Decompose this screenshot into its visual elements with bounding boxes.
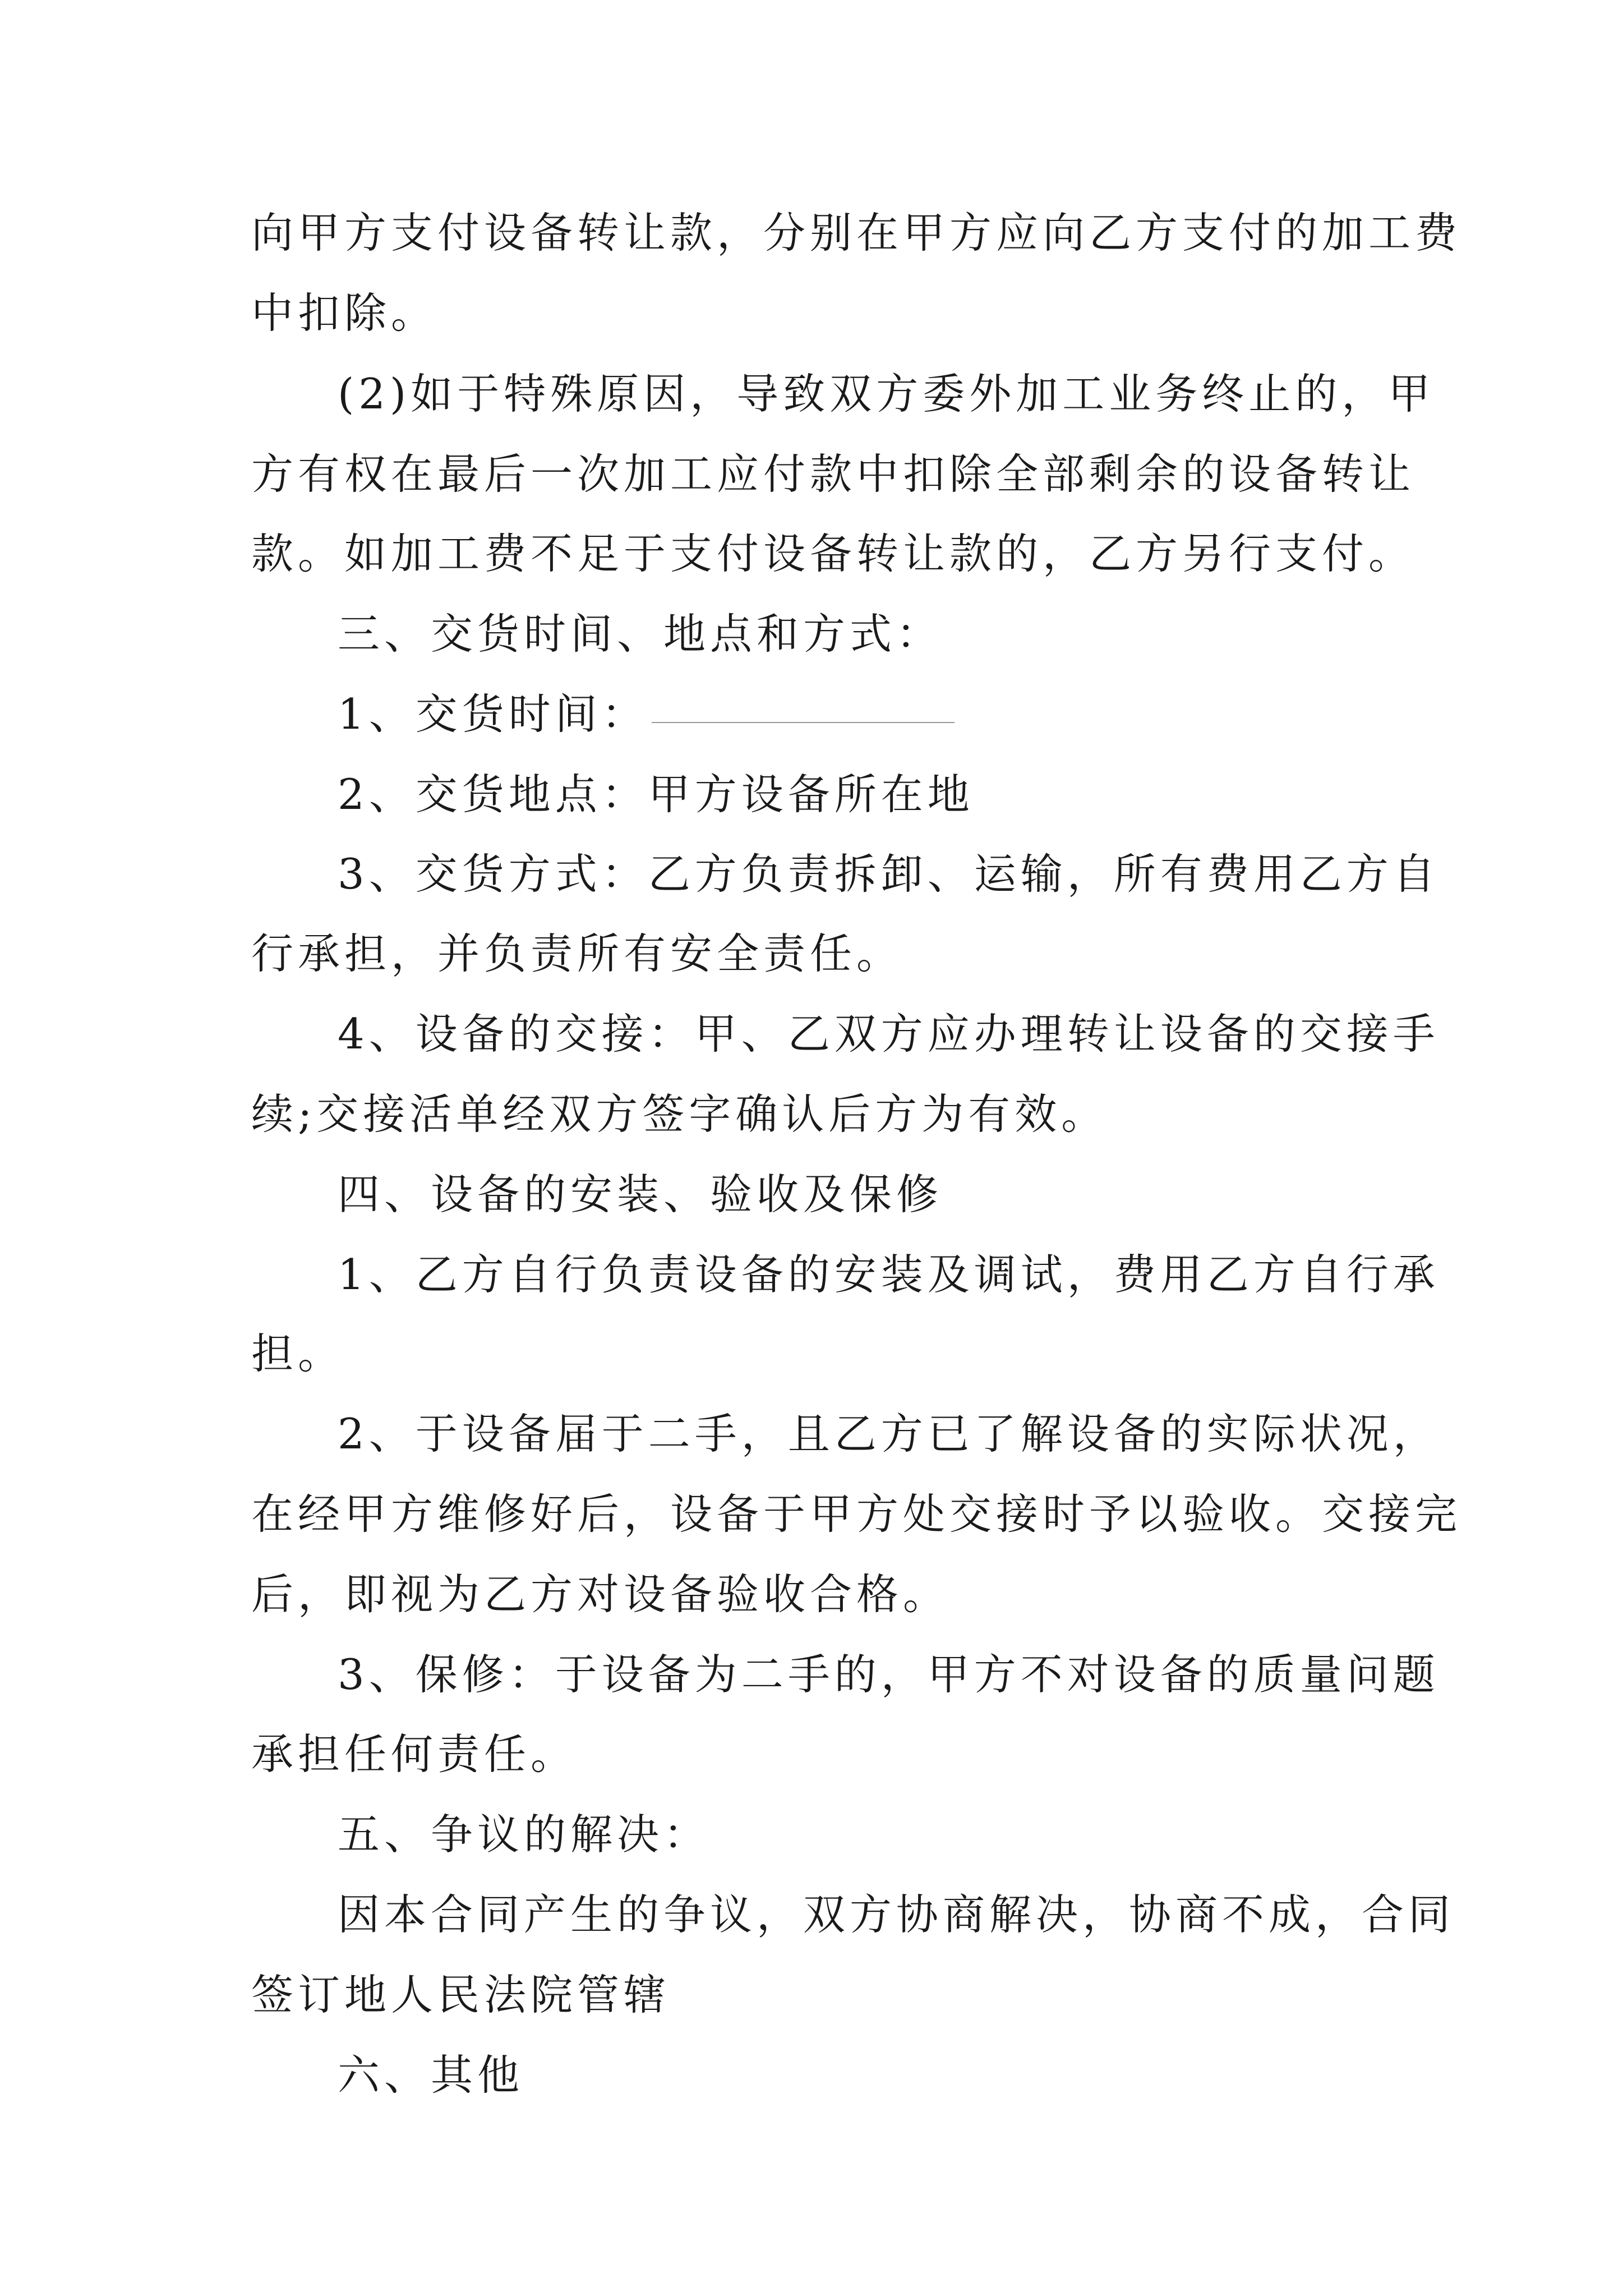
text-line: 4、设备的交接：甲、乙双方应办理转让设备的交接手 [338,1009,1440,1059]
text-line: (2)如于特殊原因，导致双方委外加工业务终止的，甲 [338,369,1435,418]
section-heading: 三、交货时间、地点和方式： [338,609,943,659]
delivery-time-label: 1、交货时间： [338,689,648,739]
section-heading: 四、设备的安装、验收及保修 [338,1170,943,1219]
text-line: 2、交货地点：甲方设备所在地 [338,770,974,819]
text-line: 向甲方支付设备转让款，分别在甲方应向乙方支付的加工费 [251,208,1462,257]
text-line: 款。如加工费不足于支付设备转让款的，乙方另行支付。 [251,529,1415,578]
text-line: 承担任何责任。 [251,1729,578,1779]
text-line: 中扣除。 [251,288,438,338]
text-line: 因本合同产生的争议，双方协商解决，协商不成，合同 [338,1890,1455,1939]
text-line: 3、保修：于设备为二手的，甲方不对设备的质量问题 [338,1650,1440,1699]
section-heading: 五、争议的解决： [338,1810,711,1859]
text-line: 续;交接活单经双方签字确认后方为有效。 [251,1089,1108,1139]
text-line: 后，即视为乙方对设备验收合格。 [251,1570,950,1619]
text-line: 1、乙方自行负责设备的安装及调试，费用乙方自行承 [338,1250,1440,1299]
text-line: 签订地人民法院管辖 [251,1970,671,2019]
text-line: 行承担，并负责所有安全责任。 [251,929,903,978]
text-line: 担。 [251,1329,345,1378]
delivery-time-blank [652,686,955,723]
delivery-time-line [338,686,955,742]
text-line: 3、交货方式：乙方负责拆卸、运输，所有费用乙方自 [338,849,1440,899]
text-line: 2、于设备届于二手，且乙方已了解设备的实际状况， [338,1409,1440,1458]
text-line: 方有权在最后一次加工应付款中扣除全部剩余的设备转让 [251,449,1415,499]
section-heading: 六、其他 [338,2050,524,2100]
text-line: 在经甲方维修好后，设备于甲方处交接时予以验收。交接完 [251,1489,1462,1539]
